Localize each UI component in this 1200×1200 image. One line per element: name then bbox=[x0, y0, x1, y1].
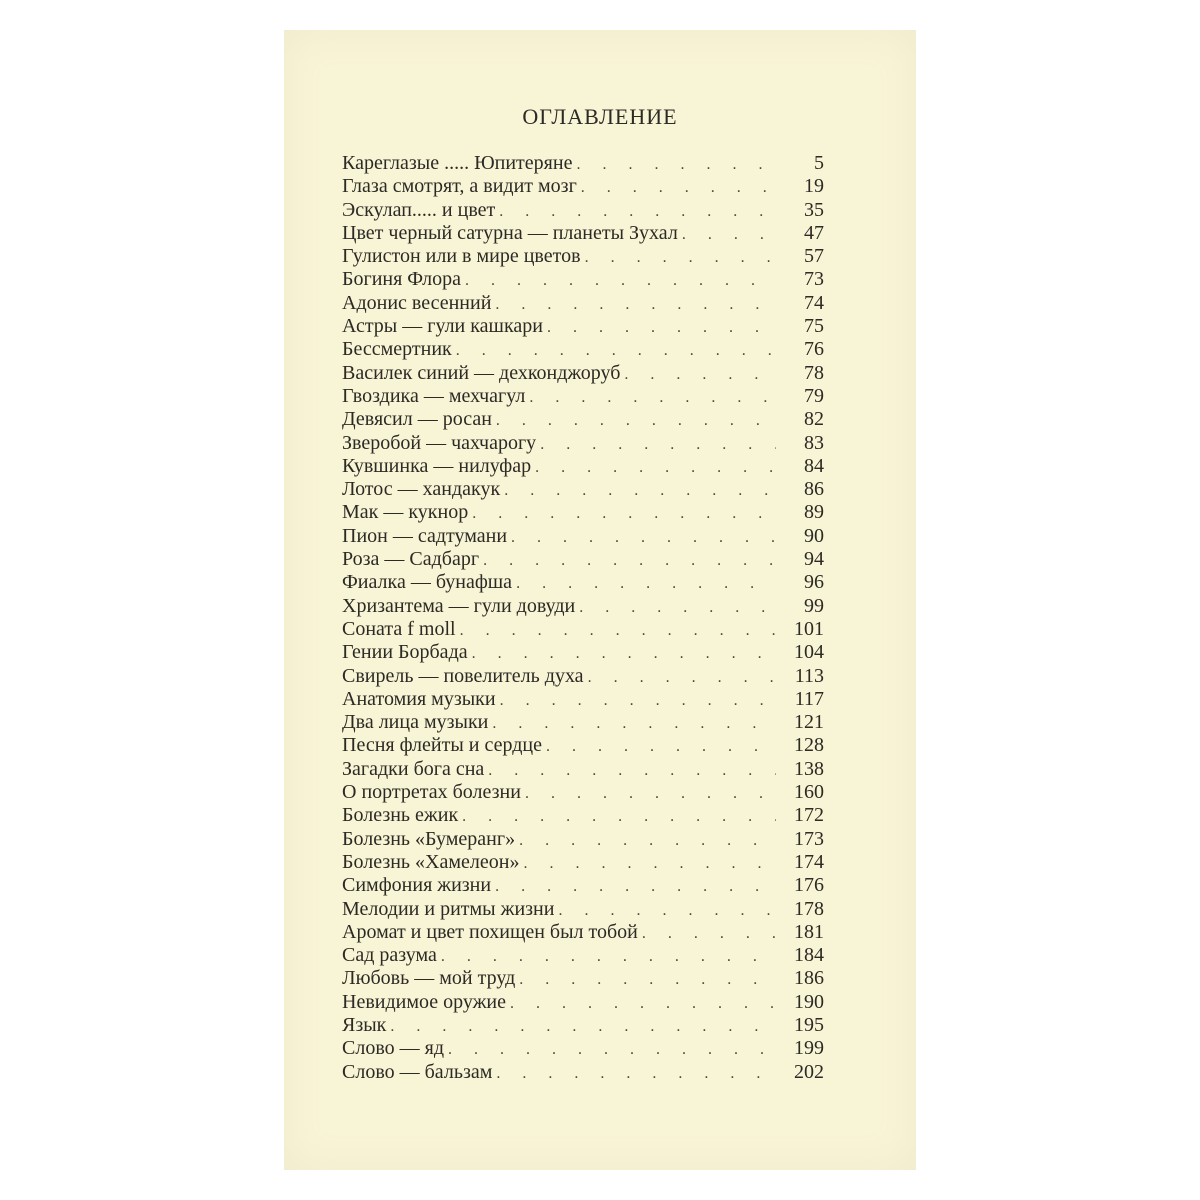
toc-entry-page-number: 178 bbox=[794, 897, 824, 920]
toc-entry-page-number: 117 bbox=[794, 687, 824, 710]
toc-entry bbox=[342, 199, 824, 222]
toc-leader-dots bbox=[472, 502, 776, 525]
toc-entry bbox=[342, 711, 824, 734]
toc-entry-title: Любовь — мой труд bbox=[342, 967, 516, 990]
toc-leader-dots bbox=[448, 1038, 776, 1061]
toc-entry bbox=[342, 828, 824, 851]
toc-entry bbox=[342, 152, 824, 175]
toc-entry bbox=[342, 501, 824, 524]
toc-entry bbox=[342, 268, 824, 291]
toc-entry-page-number: 181 bbox=[794, 920, 824, 943]
toc-entry bbox=[342, 245, 824, 268]
toc-leader-dots bbox=[624, 363, 776, 386]
toc-entry bbox=[342, 408, 824, 431]
toc-entry-title: Язык bbox=[342, 1013, 387, 1036]
toc-entry-title: Кареглазые ..... Юпитеряне bbox=[342, 152, 573, 174]
toc-entry bbox=[342, 175, 824, 198]
toc-entry-page-number: 35 bbox=[804, 198, 824, 221]
toc-entry-title: Зверобой — чахчарогу bbox=[342, 431, 537, 454]
toc-entry-title: Цвет черный сатурна — планеты Зухал bbox=[342, 221, 678, 244]
toc-entry bbox=[342, 1061, 824, 1084]
toc-entry-page-number: 199 bbox=[794, 1037, 824, 1060]
toc-leader-dots bbox=[547, 316, 776, 339]
toc-entry bbox=[342, 688, 824, 711]
toc-leader-dots bbox=[496, 409, 776, 432]
toc-entry-title: Бессмертник bbox=[342, 338, 452, 361]
toc-entry bbox=[342, 292, 824, 315]
toc-leader-dots bbox=[472, 642, 776, 665]
toc-leader-dots bbox=[579, 596, 776, 619]
toc-entry bbox=[342, 804, 824, 827]
toc-leader-dots bbox=[510, 992, 776, 1015]
toc-leader-dots bbox=[588, 666, 776, 689]
page-title: ОГЛАВЛЕНИЕ bbox=[522, 104, 678, 129]
toc-entry-page-number: 57 bbox=[804, 245, 824, 268]
toc-leader-dots bbox=[462, 805, 776, 828]
toc-leader-dots bbox=[529, 386, 776, 409]
toc-entry-title: Лотос — хандакук bbox=[342, 478, 501, 501]
toc-entry-title: Песня флейты и сердце bbox=[342, 734, 542, 757]
toc-entry-page-number: 186 bbox=[794, 967, 824, 990]
toc-leader-dots bbox=[576, 153, 776, 176]
toc-leader-dots bbox=[483, 549, 776, 572]
toc-leader-dots bbox=[488, 759, 776, 782]
toc-entry-title: Богиня Флора bbox=[342, 268, 461, 291]
toc-entry-page-number: 94 bbox=[804, 548, 824, 571]
toc-entry-page-number: 176 bbox=[794, 874, 824, 897]
toc-entry-title: Болезнь «Хамелеон» bbox=[342, 850, 520, 873]
toc-entry bbox=[342, 571, 824, 594]
toc-entry-page-number: 195 bbox=[794, 1013, 824, 1036]
toc-entry-page-number: 19 bbox=[804, 175, 824, 198]
toc-leader-dots bbox=[495, 875, 776, 898]
toc-entry bbox=[342, 874, 824, 897]
toc-entry-title: Роза — Садбарг bbox=[342, 548, 480, 571]
toc-leader-dots bbox=[540, 433, 776, 456]
toc-entry-title: Болезнь ежик bbox=[342, 804, 459, 827]
toc-entry-title: Глаза смотрят, а видит мозг bbox=[342, 175, 577, 198]
toc-entry-page-number: 5 bbox=[814, 152, 824, 174]
toc-entry-page-number: 82 bbox=[804, 408, 824, 431]
toc-entry-page-number: 84 bbox=[804, 454, 824, 477]
toc-entry-title: Фиалка — бунафша bbox=[342, 571, 513, 594]
toc-entry-title: Эскулап..... и цвет bbox=[342, 198, 496, 221]
toc-entry bbox=[342, 432, 824, 455]
toc-entry-page-number: 73 bbox=[804, 268, 824, 291]
toc-entry-title: Адонис весенний bbox=[342, 291, 492, 314]
toc-entry bbox=[342, 734, 824, 757]
toc-entry bbox=[342, 618, 824, 641]
toc-leader-dots bbox=[500, 689, 776, 712]
toc-entry bbox=[342, 385, 824, 408]
toc-entry-title: Сад разума bbox=[342, 944, 437, 967]
toc-entry-title: Мак — кукнор bbox=[342, 501, 469, 524]
toc-entry-title: Загадки бога сна bbox=[342, 757, 485, 780]
book-page bbox=[284, 30, 916, 1170]
table-of-contents bbox=[342, 152, 824, 1084]
toc-entry-title: Хризантема — гули довуди bbox=[342, 594, 576, 617]
toc-entry-title: Симфония жизни bbox=[342, 874, 492, 897]
toc-entry-page-number: 75 bbox=[804, 315, 824, 338]
toc-entry-page-number: 96 bbox=[804, 571, 824, 594]
toc-entry-title: Анатомия музыки bbox=[342, 687, 496, 710]
toc-leader-dots bbox=[456, 339, 776, 362]
toc-entry-page-number: 121 bbox=[794, 711, 824, 734]
toc-entry bbox=[342, 851, 824, 874]
toc-leader-dots bbox=[495, 293, 776, 316]
toc-leader-dots bbox=[581, 176, 776, 199]
toc-leader-dots bbox=[682, 223, 776, 246]
toc-entry-page-number: 202 bbox=[794, 1060, 824, 1083]
toc-entry bbox=[342, 478, 824, 501]
toc-entry-title: Болезнь «Бумеранг» bbox=[342, 827, 516, 850]
toc-entry-title: Гении Борбада bbox=[342, 641, 468, 664]
toc-entry bbox=[342, 455, 824, 478]
toc-entry-title: Два лица музыки bbox=[342, 711, 489, 734]
toc-leader-dots bbox=[519, 829, 776, 852]
toc-entry bbox=[342, 921, 824, 944]
toc-entry-title: Астры — гули кашкари bbox=[342, 315, 543, 338]
toc-leader-dots bbox=[460, 619, 776, 642]
toc-entry-title: Василек синий — дехконджоруб bbox=[342, 361, 621, 384]
toc-leader-dots bbox=[558, 899, 776, 922]
toc-entry bbox=[342, 595, 824, 618]
toc-entry-page-number: 76 bbox=[804, 338, 824, 361]
toc-entry bbox=[342, 898, 824, 921]
toc-entry-title: Слово — бальзам bbox=[342, 1060, 493, 1083]
toc-entry-page-number: 113 bbox=[794, 664, 824, 687]
toc-leader-dots bbox=[585, 246, 776, 269]
toc-entry bbox=[342, 967, 824, 990]
toc-entry bbox=[342, 944, 824, 967]
toc-entry-title: Невидимое оружие bbox=[342, 990, 506, 1013]
toc-leader-dots bbox=[523, 852, 776, 875]
toc-entry bbox=[342, 1037, 824, 1060]
toc-leader-dots bbox=[516, 572, 776, 595]
toc-entry-title: Мелодии и ритмы жизни bbox=[342, 897, 555, 920]
toc-entry-page-number: 83 bbox=[804, 431, 824, 454]
toc-entry-title: Кувшинка — нилуфар bbox=[342, 454, 532, 477]
toc-leader-dots bbox=[525, 782, 776, 805]
toc-entry-title: Слово — яд bbox=[342, 1037, 445, 1060]
toc-entry-title: Гулистон или в мире цветов bbox=[342, 245, 581, 268]
toc-entry-page-number: 86 bbox=[804, 478, 824, 501]
toc-leader-dots bbox=[546, 735, 776, 758]
toc-entry-page-number: 47 bbox=[804, 221, 824, 244]
toc-entry-page-number: 90 bbox=[804, 524, 824, 547]
toc-entry bbox=[342, 338, 824, 361]
toc-entry-title: О портретах болезни bbox=[342, 781, 521, 804]
toc-leader-dots bbox=[511, 526, 776, 549]
toc-entry bbox=[342, 315, 824, 338]
toc-entry-page-number: 138 bbox=[794, 757, 824, 780]
toc-entry bbox=[342, 665, 824, 688]
toc-entry-title: Пион — садтумани bbox=[342, 524, 508, 547]
toc-leader-dots bbox=[519, 968, 776, 991]
toc-entry bbox=[342, 548, 824, 571]
toc-leader-dots bbox=[499, 200, 776, 223]
toc-leader-dots bbox=[496, 1062, 776, 1085]
toc-entry-page-number: 184 bbox=[794, 944, 824, 967]
toc-entry bbox=[342, 758, 824, 781]
toc-entry-page-number: 128 bbox=[794, 734, 824, 757]
toc-entry-title: Девясил — росан bbox=[342, 408, 492, 431]
toc-entry-page-number: 160 bbox=[794, 781, 824, 804]
toc-entry bbox=[342, 781, 824, 804]
toc-leader-dots bbox=[390, 1015, 776, 1038]
toc-entry-page-number: 78 bbox=[804, 361, 824, 384]
toc-entry bbox=[342, 525, 824, 548]
toc-entry bbox=[342, 222, 824, 245]
toc-leader-dots bbox=[465, 269, 776, 292]
toc-entry-page-number: 174 bbox=[794, 850, 824, 873]
toc-entry-page-number: 173 bbox=[794, 827, 824, 850]
toc-entry bbox=[342, 1014, 824, 1037]
toc-leader-dots bbox=[504, 479, 776, 502]
toc-entry bbox=[342, 362, 824, 385]
toc-entry-page-number: 172 bbox=[794, 804, 824, 827]
toc-entry bbox=[342, 641, 824, 664]
toc-leader-dots bbox=[441, 945, 776, 968]
toc-entry-title: Соната f moll bbox=[342, 617, 456, 640]
toc-entry-page-number: 79 bbox=[804, 384, 824, 407]
toc-entry bbox=[342, 991, 824, 1014]
toc-entry-page-number: 190 bbox=[794, 990, 824, 1013]
toc-entry-page-number: 99 bbox=[804, 594, 824, 617]
toc-leader-dots bbox=[492, 712, 776, 735]
toc-entry-page-number: 89 bbox=[804, 501, 824, 524]
toc-entry-page-number: 74 bbox=[804, 291, 824, 314]
toc-leader-dots bbox=[642, 922, 776, 945]
toc-entry-title: Аромат и цвет похищен был тобой bbox=[342, 920, 638, 943]
toc-entry-page-number: 101 bbox=[794, 617, 824, 640]
toc-entry-page-number: 104 bbox=[794, 641, 824, 664]
toc-entry-title: Свирель — повелитель духа bbox=[342, 664, 584, 687]
toc-leader-dots bbox=[535, 456, 776, 479]
toc-entry-title: Гвоздика — мехчагул bbox=[342, 384, 526, 407]
